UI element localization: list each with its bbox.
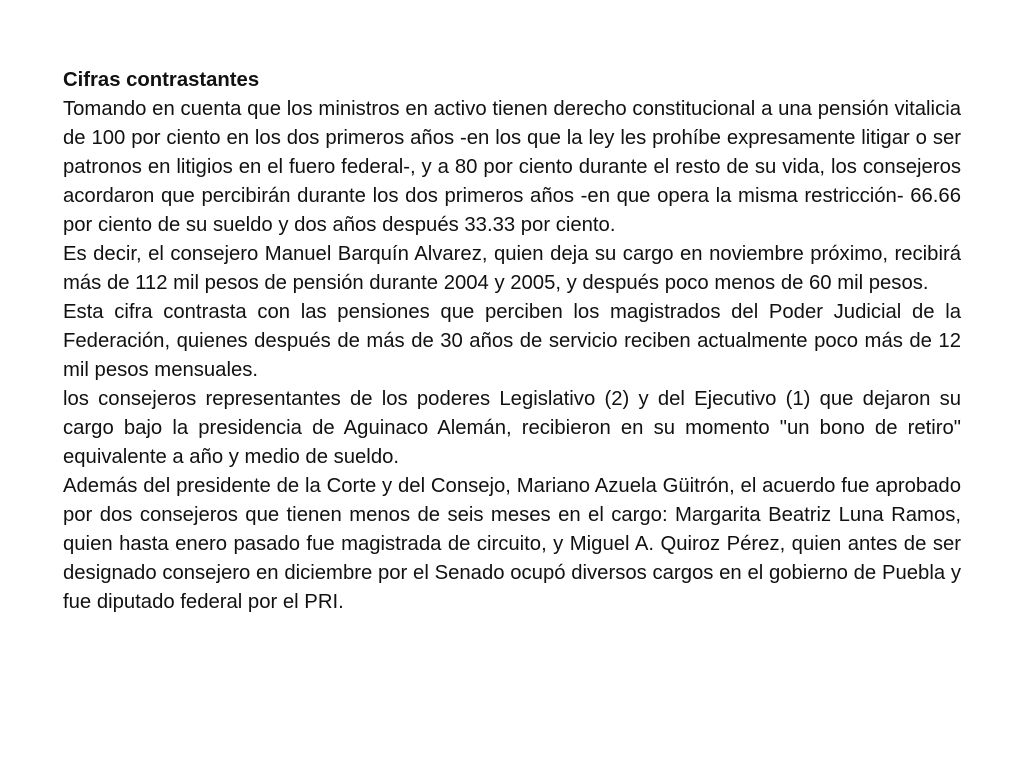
paragraph-5: Además del presidente de la Corte y del Consejo, Mariano Azuela Güitrón, el acuerdo fue aprobado por dos consejeros que tienen menos de seis meses en el cargo: Margarita Beatriz Luna Ramos, quien hasta enero pasado fue magistrada de circuito, y Miguel A. Quiroz Pérez, quien antes de ser designado consejero en diciembre por el Senado ocupó diversos cargos en el gobierno de Puebla y fue diputado federal por el PRI.: [63, 475, 961, 613]
paragraph-2: Es decir, el consejero Manuel Barquín Alvarez, quien deja su cargo en noviembre próximo, recibirá más de 112 mil pesos de pensión durante 2004 y 2005, y después poco menos de 60 mil pesos.: [63, 243, 961, 294]
paragraph-4: los consejeros representantes de los poderes Legislativo (2) y del Ejecutivo (1) que dejaron su cargo bajo la presidencia de Aguinaco Alemán, recibieron en su momento "un bono de retiro" equivalente a año y medio de sueldo.: [63, 388, 961, 468]
slide-text-block: [63, 66, 961, 617]
paragraph-3: Esta cifra contrasta con las pensiones que perciben los magistrados del Poder Judicial de la Federación, quienes después de más de 30 años de servicio reciben actualmente poco más de 12 mil pesos mensuales.: [63, 301, 961, 381]
paragraph-1: Tomando en cuenta que los ministros en activo tienen derecho constitucional a una pensión vitalicia de 100 por ciento en los dos primeros años -en los que la ley les prohíbe expresamente litigar o ser patronos en litigios en el fuero federal-, y a 80 por ciento durante el resto de su vida, los consejeros acordaron que percibirán durante los dos primeros años -en que opera la misma restricción- 66.66 por ciento de su sueldo y dos años después 33.33 por ciento.: [63, 98, 961, 236]
section-heading: Cifras contrastantes: [63, 69, 260, 91]
